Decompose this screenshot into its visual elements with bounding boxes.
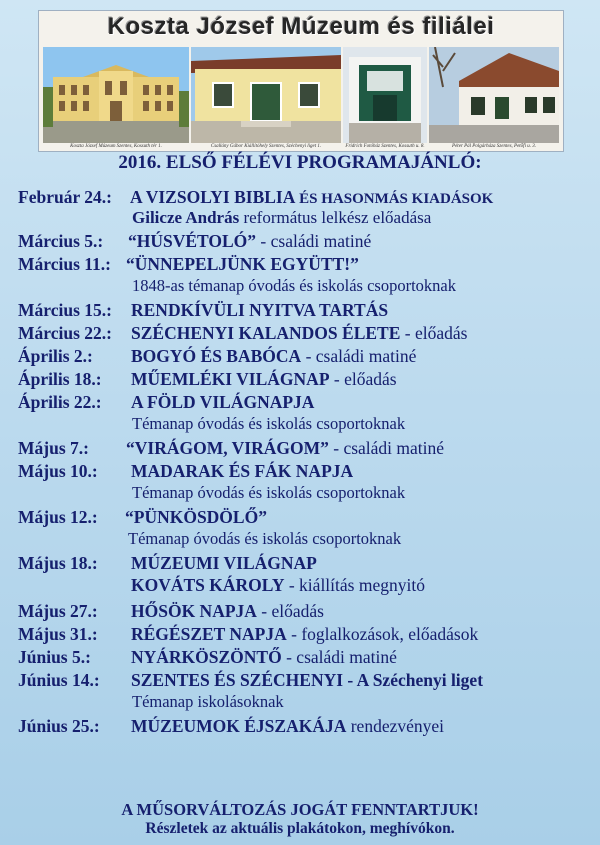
event-date: Március 22.: (18, 323, 112, 343)
event-title: “VIRÁGOM, VIRÁGOM” - családi matiné (126, 438, 445, 458)
event-title: BOGYÓ ÉS BABÓCA - családi matiné (131, 346, 417, 366)
event-date: Március 5.: (18, 231, 104, 251)
event-title: SZÉCHENYI KALANDOS ÉLETE - előadás (131, 323, 468, 343)
exhibition-house-photo (191, 47, 341, 143)
event-title: A FÖLD VILÁGNAPJA (131, 392, 315, 412)
event-date: Április 18.: (18, 369, 102, 389)
program-title: 2016. ELSŐ FÉLÉVI PROGRAMAJÁNLÓ: (118, 152, 482, 173)
event-date: Május 27.: (18, 601, 98, 621)
event-title: NYÁRKÖSZÖNTŐ - családi matiné (131, 647, 397, 667)
event-title: A VIZSOLYI BIBLIA ÉS HASONMÁS KIADÁSOK (130, 187, 494, 207)
museum-photo (43, 47, 189, 143)
event-title: MŰEMLÉKI VILÁGNAP - előadás (131, 369, 397, 389)
photo-caption: Péter Pál Polgárháza Szentes, Petőfi u. 3. (452, 144, 536, 149)
event-date: Február 24.: (18, 187, 112, 207)
event-date: Május 18.: (18, 553, 98, 573)
event-date: Április 2.: (18, 346, 93, 366)
event-detail: Témanap óvodás és iskolás csoportoknak (128, 529, 402, 548)
event-title: RENDKÍVÜLI NYITVA TARTÁS (131, 300, 389, 320)
event-title: RÉGÉSZET NAPJA - foglalkozások, előadások (131, 624, 479, 644)
burgher-house-photo (429, 47, 559, 143)
event-date: Május 7.: (18, 438, 89, 458)
photo-caption: Fridrich Fotóház Szentes, Kossuth u. 8. (345, 144, 425, 149)
event-date: Április 22.: (18, 392, 102, 412)
event-detail: Témanap óvodás és iskolás csoportoknak (132, 414, 406, 433)
event-title: MADARAK ÉS FÁK NAPJA (131, 461, 354, 481)
event-title: “ÜNNEPELJÜNK EGYÜTT!” (126, 254, 359, 274)
details-note: Részletek az aktuális plakátokon, meghívókon. (145, 820, 455, 837)
photo-caption: Csallány Gábor Kiállítóhely Szentes, Széchenyi liget 1. (210, 144, 322, 149)
event-title: “PÜNKÖSDÖLŐ” (125, 507, 267, 527)
event-date: Június 5.: (18, 647, 91, 667)
header-title: Koszta József Múzeum és filiálei (107, 13, 495, 40)
event-date: Május 31.: (18, 624, 98, 644)
event-title: “HÚSVÉTOLÓ” - családi matiné (128, 231, 372, 251)
event-title: MÚZEUMOK ÉJSZAKÁJA rendezvényei (131, 716, 445, 736)
event-title: SZENTES ÉS SZÉCHENYI - A Széchenyi liget (131, 670, 484, 690)
event-date: Május 10.: (18, 461, 98, 481)
header-banner (38, 10, 564, 152)
event-title: HŐSÖK NAPJA - előadás (131, 601, 324, 621)
event-date: Június 25.: (18, 716, 100, 736)
event-detail: KOVÁTS KÁROLY - kiállítás megnyitó (131, 575, 425, 595)
photo-house-photo (343, 47, 427, 143)
event-detail: Gilicze András református lelkész előadása (132, 208, 432, 227)
disclaimer: A MŰSORVÁLTOZÁS JOGÁT FENNTARTJUK! (121, 800, 479, 819)
event-detail: Témanap iskolásoknak (132, 692, 284, 711)
event-title: MÚZEUMI VILÁGNAP (131, 553, 317, 573)
event-detail: 1848-as témanap óvodás és iskolás csoportoknak (132, 276, 456, 295)
event-date: Március 11.: (18, 254, 112, 274)
photo-caption: Koszta József Múzeum Szentes, Kossuth tér 1. (70, 144, 162, 149)
event-date: Március 15.: (18, 300, 112, 320)
event-detail: Témanap óvodás és iskolás csoportoknak (132, 483, 406, 502)
event-date: Május 12.: (18, 507, 98, 527)
event-date: Június 14.: (18, 670, 100, 690)
